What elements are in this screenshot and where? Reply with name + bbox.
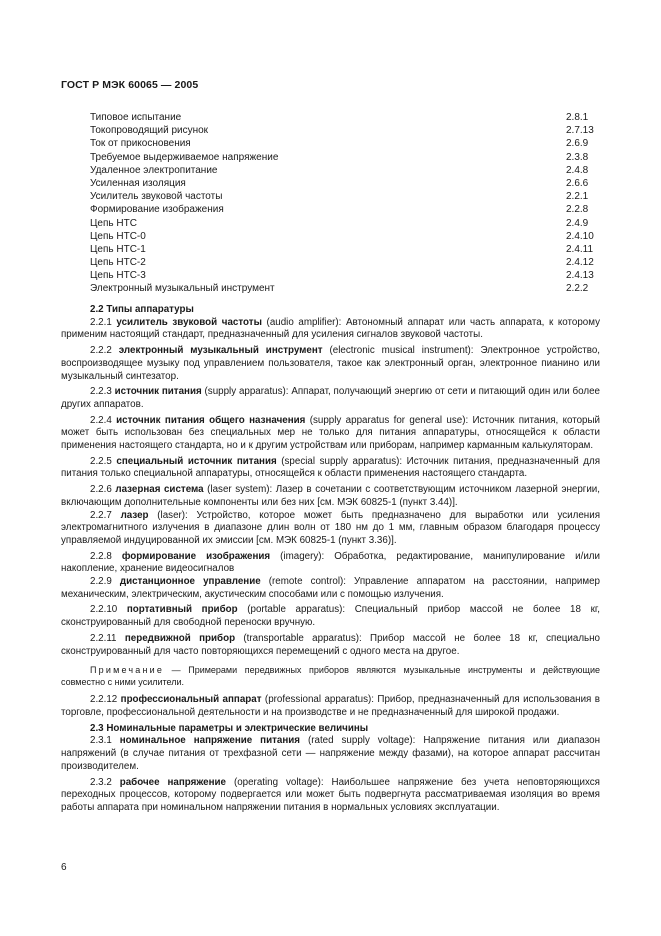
index-ref: 2.4.9 <box>566 217 589 229</box>
definition-paragraph <box>61 694 600 719</box>
defined-term: источник питания общего назначения <box>116 414 306 426</box>
index-row <box>90 190 600 203</box>
definition-text: (laser): Устройство, которое может быть предназначено для выработки или усиления электромагнитного излучения в диапазоне длин волн от 180 нм до 1 мм, главным образом благодаря процессу управляемой индуцированной их эмиссии [см. МЭК 60825-1 (пункт 3.36)]. <box>61 509 601 546</box>
page-header: ГОСТ Р МЭК 60065 — 2005 <box>61 79 199 91</box>
index-ref: 2.4.12 <box>566 257 594 269</box>
index-term: Формирование изображения <box>90 204 224 216</box>
defined-term: рабочее напряжение <box>119 776 226 788</box>
clause-number: 2.2.8 <box>90 550 122 562</box>
clause-number: 2.2.4 <box>90 414 117 426</box>
defined-term: усилитель звуковой частоты <box>116 316 262 328</box>
definition-paragraph <box>61 777 600 815</box>
definition-text: (remote control): Управление аппаратом на расстоянии, например механическим, электрическим, акустическим способами или с помощью излучения. <box>61 576 600 600</box>
definition-paragraph <box>61 345 600 383</box>
index-row <box>90 256 600 269</box>
index-term: Цепь НТС <box>90 217 137 229</box>
index-ref: 2.2.2 <box>566 283 589 295</box>
index-ref: 2.2.1 <box>566 191 589 203</box>
index-row <box>90 151 600 164</box>
index-ref: 2.4.8 <box>566 164 589 176</box>
clause-number: 2.2.2 <box>90 345 119 357</box>
index-row <box>90 203 600 216</box>
definition-text: (supply apparatus for general use): Источник питания, который может быть использован без специальных мер не только для питания аппаратуры, относящейся к области применения настоящего стандарта, но и к другим устройствам или приборам, например карманным калькуляторам. <box>61 414 600 452</box>
index-term: Цепь НТС-0 <box>90 230 146 242</box>
document-body <box>61 304 600 815</box>
clause-number: 2.2.6 <box>90 484 116 496</box>
defined-term: лазерная система <box>115 484 204 496</box>
defined-term: лазер <box>120 509 149 521</box>
definition-paragraph <box>61 415 600 453</box>
index-ref: 2.4.11 <box>566 243 594 255</box>
index-term: Токопроводящий рисунок <box>90 125 209 137</box>
clause-number: 2.2.5 <box>90 455 117 467</box>
definition-paragraph <box>61 633 600 658</box>
definition-text: (transportable apparatus): Прибор массой не более 18 кг, специально сконструированный для часто повторяющихся перемещений с одного места на другое. <box>61 632 600 657</box>
index-row <box>90 282 600 295</box>
index-row <box>90 177 600 190</box>
index-term: Требуемое выдерживаемое напряжение <box>90 151 279 163</box>
index-row <box>90 230 600 243</box>
term-index <box>90 111 600 296</box>
index-ref: 2.4.13 <box>566 270 594 282</box>
defined-term: формирование изображения <box>121 550 271 562</box>
definition-text: (rated supply voltage): Напряжение питания или диапазон напряжений (в случае питания от трехфазной сети — напряжение между фазами), на которое аппарат рассчитан производителем. <box>61 735 600 772</box>
section-heading: 2.2 Типы аппаратуры <box>90 304 194 315</box>
clause-number: 2.2.12 <box>90 694 121 706</box>
definition-text: (imagery): Обработка, редактирование, манипулирование и/или накопление, хранение видеосигналов <box>61 550 600 575</box>
definition-paragraph <box>61 317 600 342</box>
defined-term: электронный музыкальный инструмент <box>118 345 323 357</box>
definition-text: (special supply apparatus): Источник питания, предназначенный для питания только специальной аппаратуры, относящейся к области применения настоящего стандарта. <box>61 455 600 480</box>
definition-paragraph <box>61 456 600 481</box>
index-ref: 2.7.13 <box>566 125 594 137</box>
definition-paragraph <box>61 484 600 509</box>
index-term: Усилитель звуковой частоты <box>90 191 223 203</box>
clause-number: 2.2.7 <box>90 509 121 521</box>
definition-text: (operating voltage): Наибольшее напряжение без учета неповторяющихся переходных процессов, которому подвергается или может быть подвергнута рассматриваемая изоляция во время работы аппарата при номинальном напряжении питания в нормальных условиях эксплуатации. <box>61 776 600 813</box>
index-term: Ток от прикосновения <box>90 138 191 150</box>
section-heading: 2.3 Номинальные параметры и электрические величины <box>90 722 369 734</box>
index-ref: 2.8.1 <box>566 112 589 123</box>
definition-paragraph <box>61 551 600 576</box>
note-paragraph <box>61 664 600 688</box>
index-term: Удаленное электропитание <box>90 164 218 176</box>
index-term: Цепь НТС-1 <box>90 243 146 255</box>
definition-text: (portable apparatus): Специальный прибор массой не более 18 кг, сконструированный для свободной переноски вручную. <box>61 604 600 629</box>
definition-text: (supply apparatus): Аппарат, получающий энергию от сети и питающий один или более других аппаратов. <box>61 386 601 410</box>
clause-number: 2.2.9 <box>90 576 120 588</box>
clause-number: 2.3.1 <box>90 735 120 747</box>
index-ref: 2.3.8 <box>566 151 589 163</box>
clause-number: 2.3.2 <box>90 776 120 788</box>
definition-text: (laser system): Лазер в сочетании с соответствующим источником лазерной энергии, включающим дополнительные компоненты или без них [см. МЭК 60825-1 (пункт 3.44)]. <box>61 484 601 508</box>
clause-number: 2.2.3 <box>90 386 115 398</box>
index-term: Цепь НТС-2 <box>90 257 146 269</box>
note-label: Примечание <box>90 665 165 676</box>
page-number: 6 <box>61 862 67 873</box>
definition-paragraph <box>61 510 600 548</box>
definition-text: (audio amplifier): Автономный аппарат или часть аппарата, к которому применим настоящий стандарт, предназначенный для усиления сигналов звуковой частоты. <box>61 316 600 341</box>
defined-term: передвижной прибор <box>124 632 236 644</box>
defined-term: профессиональный аппарат <box>120 694 262 706</box>
definition-paragraph <box>61 576 600 601</box>
index-row <box>90 124 600 137</box>
definition-paragraph <box>61 604 600 629</box>
index-row <box>90 164 600 177</box>
clause-number: 2.2.10 <box>90 604 127 616</box>
index-row <box>90 111 600 124</box>
defined-term: номинальное напряжение питания <box>119 735 301 747</box>
note-text: — Примерами передвижных приборов являются музыкальные инструменты и действующие совместно с ними усилители. <box>61 665 600 688</box>
defined-term: портативный прибор <box>126 604 238 616</box>
definition-text: (professional apparatus): Прибор, предназначенный для использования в торговле, профессиональной деятельности и на производстве и не предназначенный для широкой продажи. <box>61 694 600 718</box>
index-term: Типовое испытание <box>90 112 182 123</box>
index-ref: 2.6.9 <box>566 138 589 150</box>
index-ref: 2.4.10 <box>566 230 594 242</box>
index-term: Электронный музыкальный инструмент <box>90 283 275 295</box>
defined-term: дистанционное управление <box>119 576 261 588</box>
index-row <box>90 137 600 150</box>
clause-number: 2.2.11 <box>90 632 125 644</box>
definition-text: (electronic musical instrument): Электронное устройство, воспроизводящее музыку под управлением пользователя, такое как электронный орган, электронное пианино или музыкальный синтезатор. <box>61 345 600 382</box>
index-term: Усиленная изоляция <box>90 177 186 189</box>
definition-paragraph <box>61 386 600 411</box>
clause-number: 2.2.1 <box>90 316 117 328</box>
definition-paragraph <box>61 735 600 773</box>
index-ref: 2.2.8 <box>566 204 589 216</box>
index-ref: 2.6.6 <box>566 177 589 189</box>
index-row <box>90 217 600 230</box>
defined-term: источник питания <box>114 386 202 398</box>
defined-term: специальный источник питания <box>116 455 277 467</box>
index-row <box>90 243 600 256</box>
index-row <box>90 269 600 282</box>
index-term: Цепь НТС-3 <box>90 270 146 282</box>
